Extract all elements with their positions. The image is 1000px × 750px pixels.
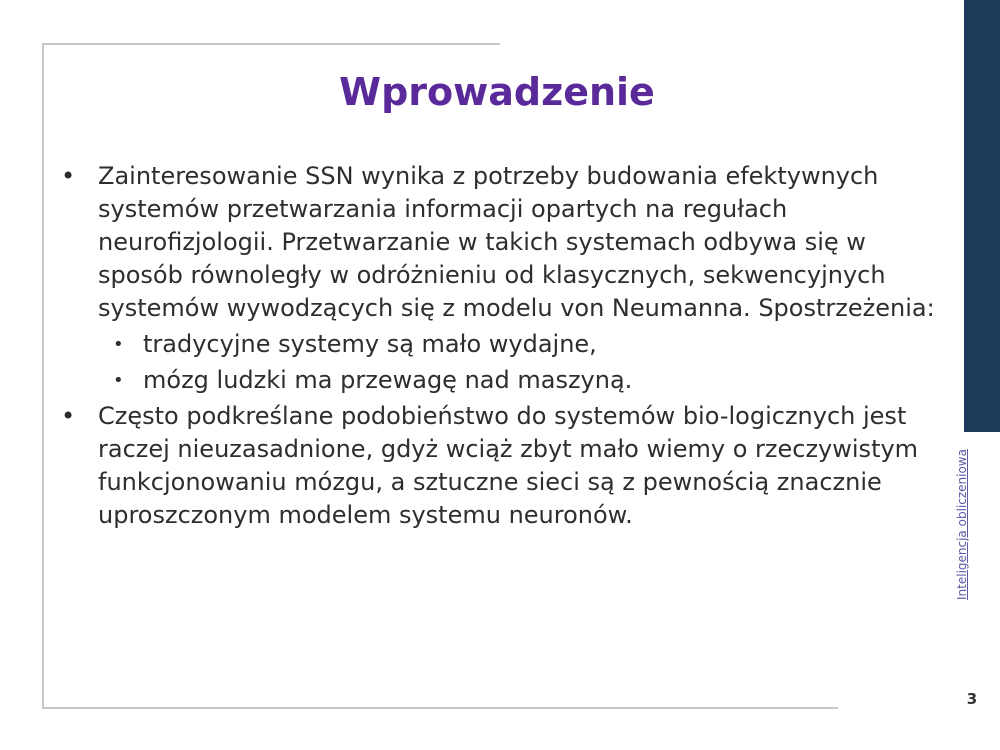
bullet-dot-icon: • — [61, 402, 76, 430]
sub-bullet-text: tradycyjne systemy są mało wydajne, — [143, 330, 597, 358]
frame-bottom-line — [42, 707, 838, 709]
bullet-item — [58, 160, 938, 325]
bullet-dot-icon: • — [61, 162, 76, 190]
bullet-item — [58, 400, 938, 532]
side-label: Inteligencja obliczeniowa — [955, 449, 969, 600]
frame-left-line — [42, 43, 44, 709]
slide-title: Wprowadzenie — [339, 70, 655, 114]
page-number: 3 — [966, 690, 978, 708]
frame-top-line — [42, 43, 500, 45]
bullet-text: Zainteresowanie SSN wynika z potrzeby budowania efektywnych systemów przetwarzania informacji opartych na regułach neurofizjologii. Przetwarzanie w takich systemach odbywa się w sposób równoległy w odróżnieniu od klasycznych, sekwencyjnych systemów wywodzących się z modelu von Neumanna. Spostrzeżenia: — [98, 162, 935, 322]
sub-bullet-dot-icon: • — [113, 370, 124, 391]
side-label-container — [955, 449, 995, 600]
sub-bullet-item — [58, 328, 938, 361]
sub-bullet-text: mózg ludzki ma przewagę nad maszyną. — [143, 366, 633, 394]
bullet-text: Często podkreślane podobieństwo do systemów bio-logicznych jest raczej nieuzasadnione, gdyż wciąż zbyt mało wiemy o rzeczywistym funkcjonowaniu mózgu, a sztuczne sieci są z pewnością znacznie uproszczonym modelem systemu neuronów. — [98, 402, 919, 529]
sub-bullet-dot-icon: • — [113, 334, 124, 355]
sub-bullet-item — [58, 364, 938, 397]
slide-content — [58, 160, 938, 534]
side-accent-bar — [964, 0, 1000, 432]
